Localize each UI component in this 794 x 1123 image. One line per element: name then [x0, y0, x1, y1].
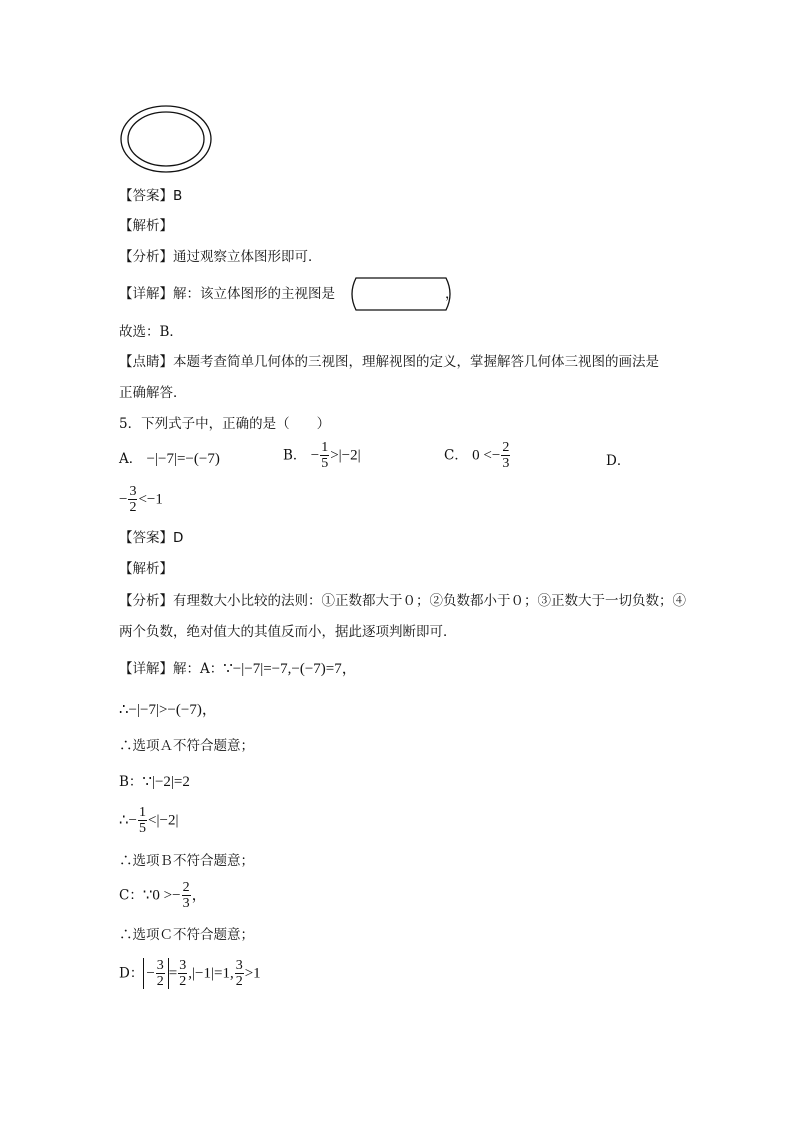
main-view-figure	[346, 276, 456, 312]
q5-step-b2: ∴− $\frac{1}{5}$ <|−2|	[119, 805, 179, 836]
q5-step-a2: ∴−|−7|>−(−7)，	[119, 702, 217, 718]
q5-fenxi-line2: 两个负数，绝对值大的其值反而小，据此逐项判断即可．	[119, 624, 457, 640]
q4-xiangjie: 【详解】解：该立体图形的主视图是 ，	[119, 286, 459, 302]
q5-step-b1: B：∵|−2|=2	[119, 774, 190, 790]
q5-step-b3: ∴选项Ｂ不符合题意；	[119, 853, 254, 869]
q5-xiangjie-a: 【详解】解：A：∵−|−7|=−7,−(−7)=7，	[119, 661, 357, 677]
q5-analysis-header: 【解析】	[119, 561, 173, 577]
q4-analysis-header: 【解析】	[119, 218, 173, 234]
q5-option-b: B． − $\frac{1}{5}$ >|−2|	[283, 440, 361, 471]
q5-option-c: C． 0 <− $\frac{2}{3}$	[444, 440, 510, 471]
q4-dianjing-line2: 正确解答．	[119, 385, 187, 401]
q4-conclusion: 故选：B．	[119, 324, 183, 340]
ring-outer-ellipse	[121, 106, 211, 172]
ring-inner-ellipse	[128, 112, 204, 166]
q5-step-c2: ∴选项Ｃ不符合题意；	[119, 927, 254, 943]
main-view-outline	[352, 278, 450, 310]
q4-dianjing-line1: 【点睛】本题考查简单几何体的三视图，理解视图的定义，掌握解答几何体三视图的画法是	[119, 354, 659, 370]
q5-option-d-label: D．	[606, 453, 631, 469]
q5-step-a3: ∴选项Ａ不符合题意；	[119, 738, 254, 754]
q5-step-c1: C：∵0 >− $\frac{2}{3}$ ，	[119, 880, 207, 911]
q5-option-d-expr: − $\frac{3}{2}$ <−1	[119, 484, 163, 515]
ring-figure	[119, 104, 213, 174]
q5-stem: 5．下列式子中，正确的是（ ）	[119, 416, 331, 432]
q5-option-a: A． −|−7|=−(−7)	[119, 451, 220, 467]
q5-answer: 【答案】D	[119, 530, 184, 546]
q5-fenxi-line1: 【分析】有理数大小比较的法则：①正数都大于０；②负数都小于０；③正数大于一切负数；④	[119, 593, 686, 609]
q4-answer: 【答案】B	[119, 188, 183, 204]
q4-fenxi: 【分析】通过观察立体图形即可．	[119, 249, 322, 265]
q5-step-d: D： − $\frac{3}{2}$ = $\frac{3}{2}$ ,|−1|=1, $\frac{3}{2}$ >1	[119, 958, 261, 989]
